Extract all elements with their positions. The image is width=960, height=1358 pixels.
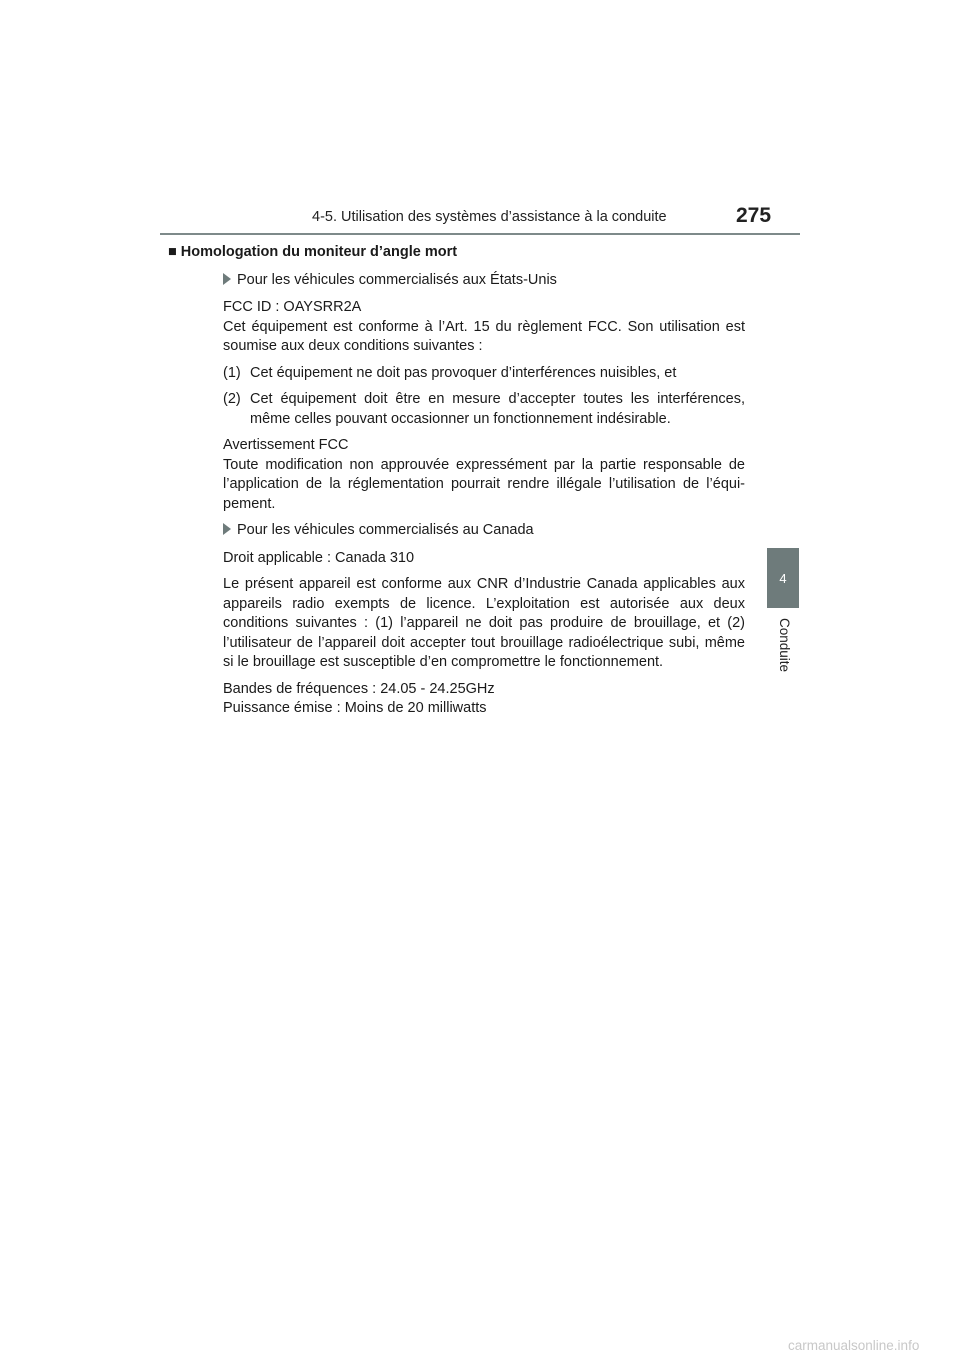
chapter-label: Conduite xyxy=(777,618,792,673)
triangle-bullet-icon xyxy=(223,273,231,285)
watermark: carmanualsonline.info xyxy=(788,1338,920,1353)
page-content xyxy=(168,243,745,726)
section-heading-text: Homologation du moniteur d’angle mort xyxy=(180,244,458,260)
chapter-number: 4 xyxy=(779,570,787,586)
section-heading xyxy=(168,243,745,263)
fcc-warning-title: Avertissement FCC xyxy=(223,437,349,453)
canada-law: Droit applicable : Canada 310 xyxy=(223,549,415,566)
fcc-warning-block xyxy=(223,436,745,514)
header-rule xyxy=(160,233,800,235)
condition-number: (1) xyxy=(223,364,241,381)
canada-block xyxy=(223,549,745,719)
condition-text: Cet équipement doit être en mesure d’accepter toutes les interférences, même celles pouvant occasionner un fonctionnement indésirable. xyxy=(250,391,745,427)
page-header xyxy=(300,204,800,234)
triangle-bullet-icon xyxy=(223,523,231,535)
condition-text: Cet équipement ne doit pas provoquer d’interférences nuisibles, et xyxy=(250,364,677,381)
square-bullet-icon: ■ xyxy=(168,244,177,260)
chapter-title: 4-5. Utilisation des systèmes d’assistance à la conduite xyxy=(312,209,667,225)
fcc-warning-text: Toute modification non approuvée expressément par la partie responsable de l’application de la réglementation pourrait rendre illégale l’utilisation de l’équi-pement. xyxy=(223,456,745,512)
canada-text: Le présent appareil est conforme aux CNR d’Industrie Canada applicables aux appareils radio exempts de licence. L’exploitation est autorisée aux deux conditions suivantes : (1) l’appareil ne doit pas produire de brouillage, et (2) l’utilisateur de l’appareil doit accepter tout brouillage radioélectrique subi, même si le brouillage est susceptible d’en compromettre le fonctionnement. xyxy=(223,576,745,670)
chapter-tab xyxy=(767,548,799,608)
bullet-usa-text: Pour les véhicules commercialisés aux États-Unis xyxy=(237,271,557,288)
frequency-bands: Bandes de fréquences : 24.05 - 24.25GHz xyxy=(223,680,495,697)
fcc-id: FCC ID : OAYSRR2A xyxy=(223,299,362,315)
usa-block xyxy=(223,298,745,357)
bullet-canada-text: Pour les véhicules commercialisés au Canada xyxy=(237,522,534,538)
bullet-canada xyxy=(223,521,745,541)
page-number: 275 xyxy=(736,204,772,227)
emitted-power: Puissance émise : Moins de 20 milliwatts xyxy=(223,700,487,716)
fcc-compliance: Cet équipement est conforme à l’Art. 15 du règlement FCC. Son utilisation est soumise aux deux conditions suivantes : xyxy=(223,318,745,354)
condition-item xyxy=(223,364,745,384)
bullet-usa xyxy=(223,271,745,291)
condition-item xyxy=(223,390,745,429)
condition-number: (2) xyxy=(223,391,241,407)
